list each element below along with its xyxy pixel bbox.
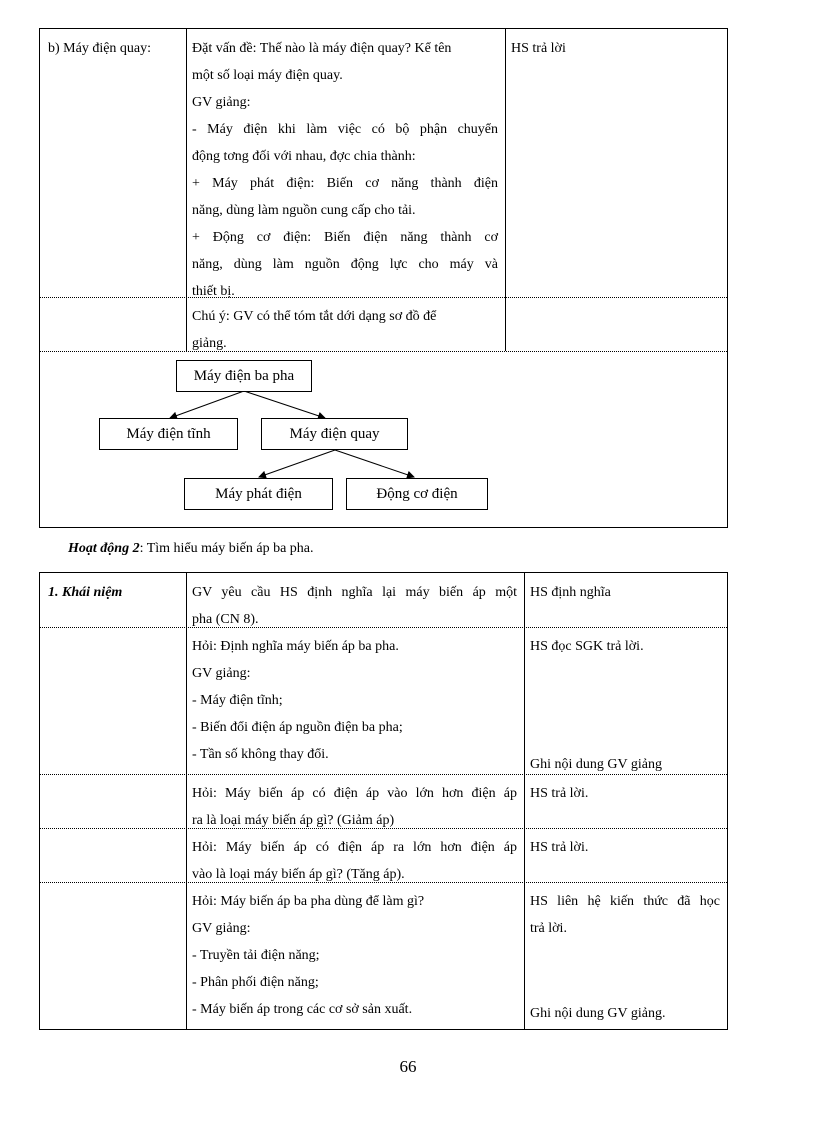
text-line: HS liên hệ kiến thức đã học [530,894,720,909]
activity-text: : Tìm hiểu máy biến áp ba pha. [139,541,314,556]
text-line: Hỏi: Máy biến áp có điện áp ra lớn hơn điện áp [192,840,517,855]
text-line: GV giảng: [192,921,251,936]
text-line: GV giảng: [192,666,251,681]
arrow-to-generator [259,450,335,477]
t2-row2-col2 [192,634,517,769]
text-line: trả lời. [530,921,567,936]
diagram-node-motor: Động cơ điện [346,478,488,510]
activity-label: Hoạt động 2 [68,541,140,556]
t2-row3-col3: HS trả lời. [530,786,589,801]
text-line: HS định nghĩa [530,585,611,600]
text-line: - Phân phối điện năng; [192,975,319,990]
text-line: động tơng đối với nhau, đợc chia thành: [192,149,416,164]
arrow-to-motor [335,450,414,477]
arrow-to-static [170,391,244,418]
text-line: năng, dùng làm nguồn động lực cho máy và [192,257,498,272]
text-line: - Tần số không thay đổi. [192,747,329,762]
row1-col1: b) Máy điện quay: [48,41,152,56]
row1-col3: HS trả lời [511,41,566,56]
text-line: Đặt vấn đề: Thế nào là máy điện quay? Kể tên [192,41,452,56]
t2-row5-col2 [192,889,517,1024]
text-line: năng, dùng làm nguồn cung cấp cho tải. [192,203,416,218]
text-line: Hỏi: Máy biến áp ba pha dùng để làm gì? [192,894,425,909]
text-line: + Động cơ điện: Biến điện năng thành cơ [192,230,498,245]
diagram-node-rotating: Máy điện quay [261,418,408,450]
diagram-node-root: Máy điện ba pha [176,360,312,392]
text-line: pha (CN 8). [192,612,259,627]
t2-row1-col1: 1. Khái niệm [48,585,123,600]
t2-row2-col3-top: HS đọc SGK trả lời. [530,639,644,654]
text-line: GV yêu cầu HS định nghĩa lại máy biến áp một [192,585,517,600]
t2-row4-col2 [192,835,517,889]
text-line: giảng. [192,336,227,351]
t2-row2-col3-bottom: Ghi nội dung GV giảng [530,757,662,772]
text-line: - Máy điện khi làm việc có bộ phận chuyển [192,122,498,137]
arrow-to-rotating [244,391,325,418]
text-line: Hỏi: Định nghĩa máy biến áp ba pha. [192,639,399,654]
text-line: - Máy điện tĩnh; [192,693,283,708]
text-line: một số loại máy điện quay. [192,68,343,83]
diagram-node-static: Máy điện tĩnh [99,418,238,450]
text-line: GV giảng: [192,95,251,110]
text-line: Chú ý: GV có thể tóm tắt dới dạng sơ đồ để [192,309,437,324]
text-line: + Máy phát điện: Biến cơ năng thành điện [192,176,498,191]
diagram-node-generator: Máy phát điện [184,478,333,510]
text-line: thiết bị. [192,284,235,299]
text-line: Hỏi: Máy biến áp có điện áp vào lớn hơn điện áp [192,786,517,801]
text-line: - Biến đổi điện áp nguồn điện ba pha; [192,720,403,735]
page-number: 66 [399,1057,417,1076]
text-line: - Máy biến áp trong các cơ sở sản xuất. [192,1002,413,1017]
t2-row5-col3-top [530,889,720,943]
text-line: ra là loại máy biến áp gì? (Giảm áp) [192,813,395,828]
lesson-table-2 [39,572,728,1030]
text-line: vào là loại máy biến áp gì? (Tăng áp). [192,867,405,882]
t2-row1-col2 [192,580,517,634]
t2-row4-col3: HS trả lời. [530,840,589,855]
t2-row5-col3-bottom: Ghi nội dung GV giảng. [530,1006,666,1021]
text-line: - Truyền tải điện năng; [192,948,320,963]
t2-row3-col2 [192,781,517,835]
activity-caption [68,541,314,557]
t2-row1-col3 [530,580,611,607]
